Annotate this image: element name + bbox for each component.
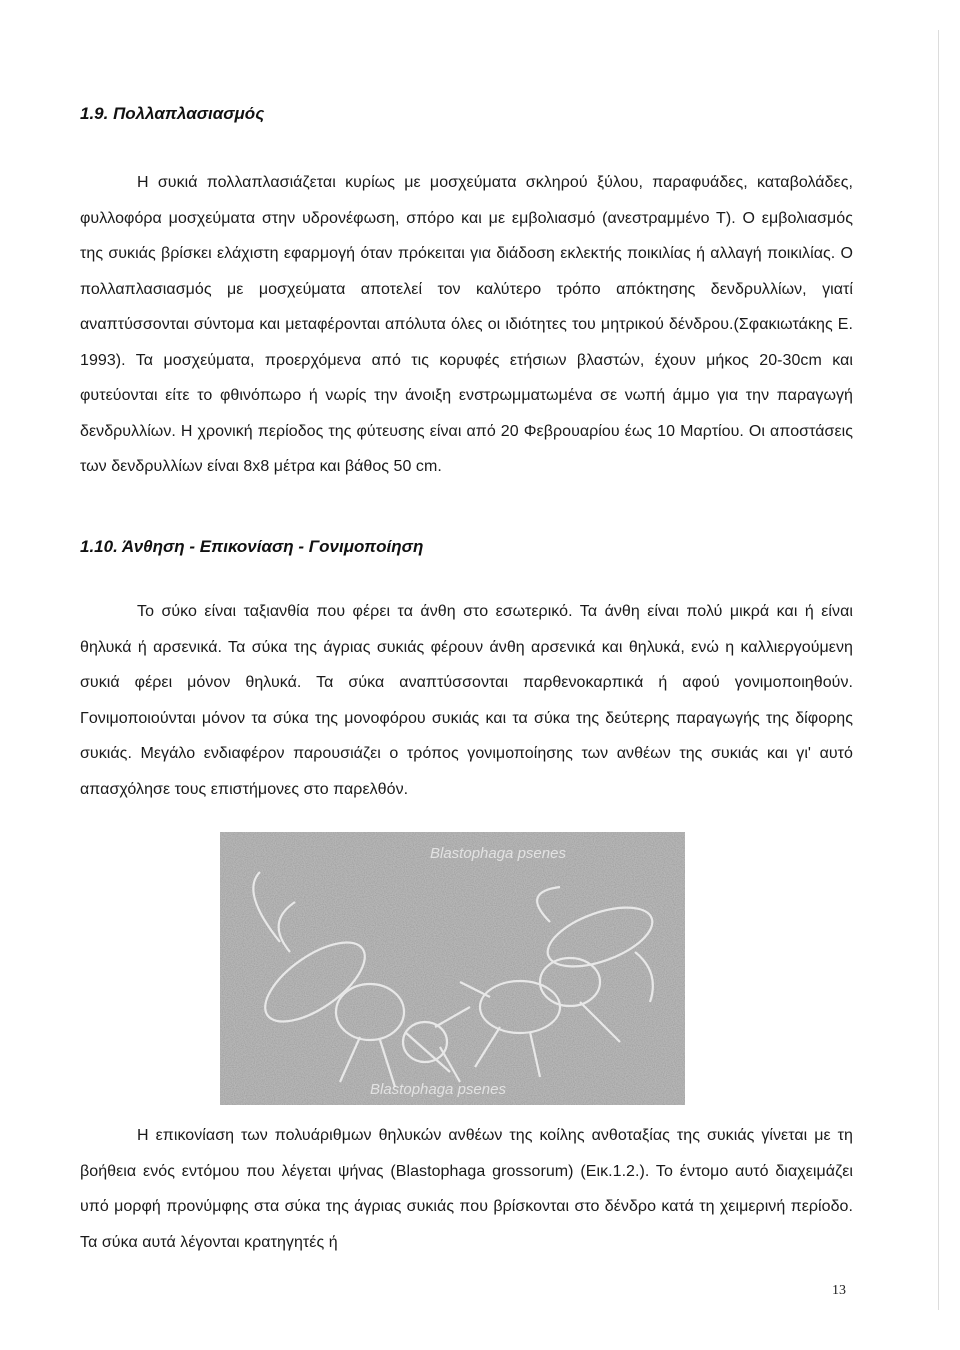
paragraph-flowering (80, 594, 853, 807)
scan-edge-line (938, 30, 939, 1310)
section-heading-propagation: 1.9. Πολλαπλασιασμός (80, 104, 265, 123)
fig-wasp-illustration (220, 832, 685, 1105)
paragraph-pollination (80, 1118, 853, 1260)
fig-wasp-figure (220, 832, 685, 1105)
paragraph-text: Η συκιά πολλαπλασιάζεται κυρίως με μοσχεύματα σκληρού ξύλου, παραφυάδες, καταβολάδες, φυλλοφόρα μοσχεύματα στην υδρονέφωση, σπόρο και με εμβολιασμό (ανεστραμμένο Τ). Ο εμβολιασμός της συκιάς βρίσκει ελάχιστη εφαρμογή όταν πρόκειται για διάδοση εκλεκτής ποικιλίας ή αλλαγή ποικιλίας. Ο πολλαπλασιασμός με μοσχεύματα αποτελεί τον καλύτερο τρόπο απόκτησης δενδρυλλίων, γιατί αναπτύσσονται σύντομα και μεταφέρονται απόλυτα όλες οι ιδιότητες του μητρικού δένδρου.(Σφακιωτάκης Ε. 1993). Τα μοσχεύματα, προερχόμενα από τις κορυφές ετήσιων βλαστών, έχουν μήκος 20-30cm και φυτεύονται είτε το φθινόπωρο ή νωρίς την άνοιξη ενστρωμματωμένα σε νωπή άμμο για την παραγωγή δενδρυλλίων. Η χρονική περίοδος της φύτευσης είναι από 20 Φεβρουαρίου έως 10 Μαρτίου. Οι αποστάσεις των δενδρυλλίων είναι 8x8 μέτρα και βάθος 50 cm. (80, 174, 853, 475)
section-heading-flowering: 1.10. Άνθηση - Επικονίαση - Γονιμοποίηση (80, 537, 424, 556)
page-number: 13 (832, 1283, 846, 1298)
paragraph-text: Το σύκο είναι ταξιανθία που φέρει τα άνθη στο εσωτερικό. Τα άνθη είναι πολύ μικρά και ή είναι θηλυκά ή αρσενικά. Τα σύκα της άγριας συκιάς φέρουν άνθη αρσενικά και θηλυκά, ενώ η καλλιεργούμενη συκιά φέρει μόνον θηλυκά. Τα σύκα αναπτύσσονται παρθενοκαρπικά ή αφού γονιμοποιηθούν. Γονιμοποιούνται μόνον τα σύκα της μονοφόρου συκιάς και τα σύκα της δεύτερης παραγωγής της δίφορης συκιάς. Μεγάλο ενδιαφέρον παρουσιάζει ο τρόπος γονιμοποίησης των ανθέων της συκιάς και γι' αυτό απασχόλησε τους επιστήμονες στο παρελθόν. (80, 603, 853, 798)
paragraph-text: Η επικονίαση των πολυάριθμων θηλυκών ανθέων της κοίλης ανθοταξίας της συκιάς γίνεται με τη βοήθεια ενός εντόμου που λέγεται ψήνας (Blastophaga grossorum) (Εικ.1.2.). Το έντομο αυτό διαχειμάζει υπό μορφή προνύμφης στα σύκα της άγριας συκιάς που βρίσκονται στο δένδρο κατά τη χειμερινή περίοδο. Τα σύκα αυτά λέγονται κρατηγητές ή (80, 1127, 853, 1251)
figure-caption-bottom: Blastophaga psenes (370, 1081, 506, 1098)
paragraph-propagation (80, 165, 853, 485)
figure-caption-top: Blastophaga psenes (430, 845, 566, 862)
